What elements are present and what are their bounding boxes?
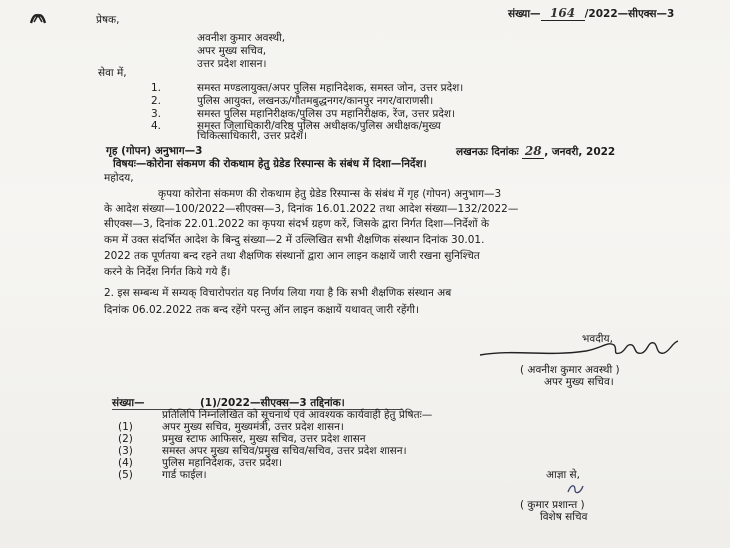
salutation: महोदय, bbox=[104, 172, 134, 184]
para1-line: 2022 तक पूर्णतया बन्द रहने तथा शैक्षणिक संस्थानों द्वारा आन लाइन कक्षायें जारी रखना सुनिश्चित bbox=[104, 250, 480, 262]
ref-suffix: /2022—सीएक्स—3 bbox=[584, 8, 675, 20]
para2-line: 2. इस सम्बन्ध में सम्यक् विचारोपरांत यह निर्णय लिया गया है कि सभी शैक्षणिक संस्थान अब bbox=[104, 287, 452, 299]
copy-order: आज्ञा से, bbox=[546, 469, 580, 481]
para1-line: कृपया कोरोना संकमण की रोकथाम हेतु ग्रेडेड रिस्पान्स के संबंध में गृह (गोपन) अनुभाग—3 bbox=[158, 188, 502, 200]
recipient-num: 4. bbox=[151, 120, 162, 132]
recipient-num: 3. bbox=[151, 108, 162, 120]
copy-item-num: (4) bbox=[118, 457, 133, 469]
recipient-text: समस्त जिलाधिकारी/वरिष्ठ पुलिस अधीक्षक/पुलिस अधीक्षक/मुख्य bbox=[197, 120, 441, 132]
para2-line: दिनांक 06.02.2022 तक बन्द रहेंगे परन्तु ऑन लाइन कक्षायें यथावत् जारी रहेंगी। bbox=[104, 304, 420, 316]
copy-item-text: प्रमुख स्टाफ आफिसर, मुख्य सचिव, उत्तर प्रदेश शासन bbox=[162, 433, 366, 445]
recipient-text: समस्त मण्डलायुक्त/अपर पुलिस महानिदेशक, समस्त जोन, उत्तर प्रदेश। bbox=[197, 82, 464, 94]
issue-date bbox=[456, 145, 615, 159]
sender-line-designation: अपर मुख्य सचिव, bbox=[197, 45, 267, 57]
initials-mark-icon bbox=[566, 482, 586, 496]
department-name: गृह (गोपन) अनुभाग—3 bbox=[106, 145, 203, 157]
para1-line: करने के निर्देश निर्गत किये गये हैं। bbox=[104, 266, 231, 278]
recipient-num: 2. bbox=[151, 95, 162, 107]
sender-line-govt: उत्तर प्रदेश शासन। bbox=[197, 58, 267, 70]
closing-name: ( अवनीश कुमार अवस्थी ) bbox=[520, 364, 620, 376]
closing-regards: भवदीय, bbox=[582, 333, 613, 345]
date-prefix: लखनऊः दिनांकः bbox=[456, 146, 519, 158]
copy-item-text: पुलिस महानिदेशक, उत्तर प्रदेश। bbox=[162, 457, 283, 469]
copy-item-text: गार्ड फाईल। bbox=[162, 469, 207, 481]
copy-ref-text: (1)/2022—सीएक्स—3 तद्दिनांक। bbox=[200, 397, 345, 409]
copy-item-num: (1) bbox=[118, 421, 133, 433]
subject-line: विषयः—कोरोना संकमण की रोकथाम हेतु ग्रेडेड रिस्पान्स के संबंध में दिशा—निर्देश। bbox=[113, 158, 427, 170]
closing-designation: अपर मुख्य सचिव। bbox=[544, 376, 614, 388]
ref-prefix: संख्या— bbox=[508, 8, 541, 20]
sender-line-name: अवनीश कुमार अवस्थी, bbox=[197, 32, 286, 44]
para1-line: के आदेश संख्या—100/2022—सीएक्स—3, दिनांक 16.01.2022 तथा आदेश संख्या—132/2022— bbox=[104, 203, 519, 215]
copy-ref-label: संख्या— bbox=[112, 397, 145, 409]
para1-line: कम में उक्त संदर्भित आदेश के बिन्दु संख्या—2 में उल्लिखित सभी शैक्षणिक संस्थान दिनांक 30.01. bbox=[104, 234, 485, 246]
para1-line: सीएक्स—3, दिनांक 22.01.2022 का कृपया संदर्भ ग्रहण करें, जिसके द्वारा निर्गत दिशा—निर्देशों के bbox=[104, 218, 490, 230]
copy-item-num: (5) bbox=[118, 469, 133, 481]
copy-intro: प्रतिलिपि निम्नलिखित को सूचनार्थ एवं आवश्यक कार्यवाही हेतु प्रेषितः— bbox=[162, 409, 433, 421]
recipient-text: चिकित्साधिकारी, उत्तर प्रदेश। bbox=[197, 130, 307, 142]
sender-label: प्रेषक, bbox=[96, 14, 120, 26]
ref-number-handwritten: 164 bbox=[541, 7, 585, 21]
recipient-text: समस्त पुलिस महानिरीक्षक/पुलिस उप महानिरीक्षक, रेंज, उत्तर प्रदेश। bbox=[197, 108, 456, 120]
signature-mark-icon bbox=[476, 335, 686, 361]
recipient-num: 1. bbox=[151, 82, 162, 94]
emblem-mark-icon bbox=[28, 10, 48, 26]
recipient-text: पुलिस आयुक्त, लखनऊ/गौतमबुद्धनगर/कानपुर नगर/वाराणसी। bbox=[197, 95, 434, 107]
date-day-handwritten: 28 bbox=[522, 145, 544, 159]
copy-item-num: (2) bbox=[118, 433, 133, 445]
copy-item-text: अपर मुख्य सचिव, मुख्यमंत्री, उत्तर प्रदेश शासन। bbox=[162, 421, 344, 433]
recipients-label: सेवा में, bbox=[98, 67, 127, 79]
copy-item-num: (3) bbox=[118, 445, 133, 457]
ref-number-line bbox=[508, 7, 674, 21]
copy-item-text: समस्त अपर मुख्य सचिव/प्रमुख सचिव/सचिव, उत्तर प्रदेश शासन। bbox=[162, 445, 407, 457]
copy-signer-designation: विशेष सचिव bbox=[540, 511, 588, 523]
date-suffix: , जनवरी, 2022 bbox=[544, 146, 616, 158]
copy-signer-name: ( कुमार प्रशान्त ) bbox=[520, 499, 585, 511]
